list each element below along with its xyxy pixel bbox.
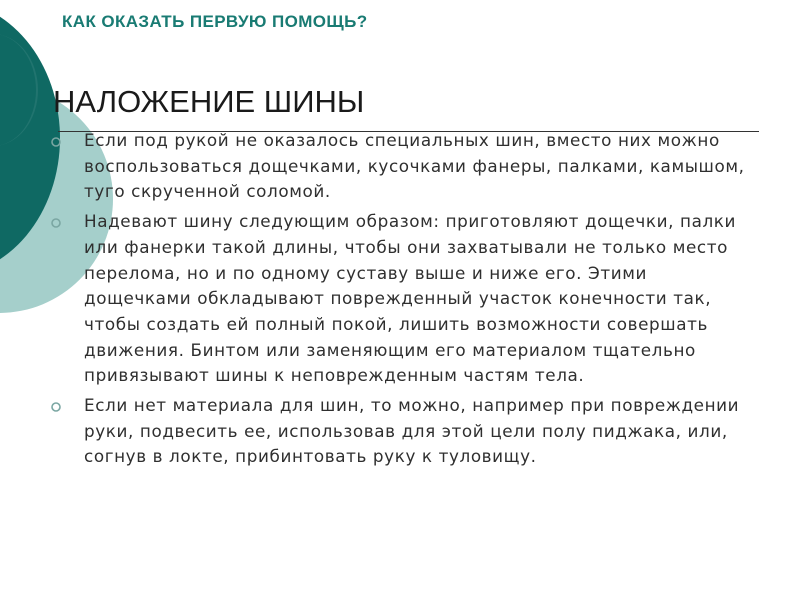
bullet-item bbox=[50, 393, 758, 470]
hollow-circle-bullet-icon bbox=[50, 136, 62, 148]
slide-heading: КАК ОКАЗАТЬ ПЕРВУЮ ПОМОЩЬ? bbox=[62, 12, 368, 31]
bullet-item bbox=[50, 128, 758, 205]
bullet-text: Если под рукой не оказалось специальных шин, вместо них можно воспользоваться дощечками, кусочками фанеры, палками, камышом, туго скрученной соломой. bbox=[84, 130, 745, 202]
bullet-text: Надевают шину следующим образом: приготовляют дощечки, палки или фанерки такой длины, чтобы они захватывали не только место перелома, но и по одному суставу выше и ниже его. Этими дощечками обкладывают поврежденный участок конечности так, чтобы создать ей полный покой, лишить возможности совершать движения. Бинтом или заменяющим его материалом тщательно привязывают шины к неповрежденным частям тела. bbox=[84, 211, 737, 386]
hollow-circle-bullet-icon bbox=[50, 401, 62, 413]
bullet-list bbox=[50, 128, 758, 474]
hollow-circle-bullet-icon bbox=[50, 217, 62, 229]
bullet-item bbox=[50, 209, 758, 389]
bullet-text: Если нет материала для шин, то можно, например при повреждении руки, подвесить ее, использовав для этой цели полу пиджака, или, согнув в локте, прибинтовать руку к туловищу. bbox=[84, 395, 740, 467]
section-title: НАЛОЖЕНИЕ ШИНЫ bbox=[53, 84, 365, 119]
